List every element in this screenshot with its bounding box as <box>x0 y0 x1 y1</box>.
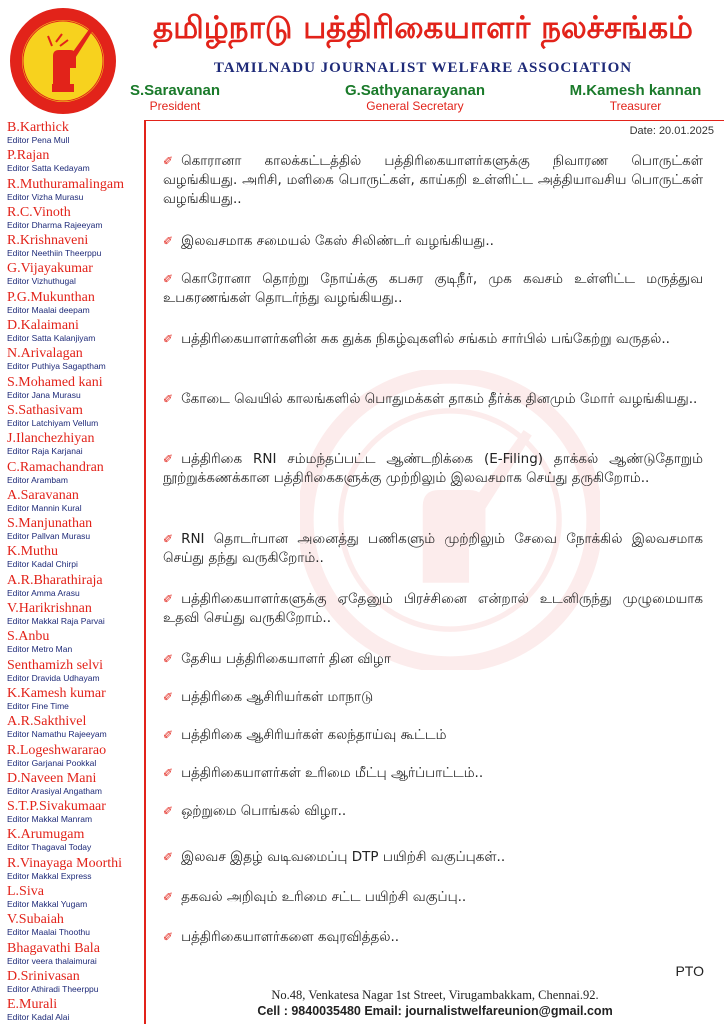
member-name: D.Naveen Mani <box>7 770 97 786</box>
member-entry <box>7 290 144 318</box>
activity-text: தகவல் அறிவும் உரிமை சட்ட பயிற்சி வகுப்பு.. <box>181 889 467 905</box>
pen-nib-icon: ✐ <box>163 652 174 666</box>
activity-text: கொரோனா தொற்று நோய்க்கு கபசுர குடிநீர், முக கவசம் உள்ளிட்ட மருத்துவ உபகரணங்கள் தொடர்ந்து வழங்கியது.. <box>163 271 703 306</box>
member-name: R.Krishnaveni <box>7 233 89 249</box>
pen-nib-icon: ✐ <box>163 154 174 168</box>
officer-general-secretary <box>335 82 495 113</box>
member-name: P.G.Mukunthan <box>7 289 95 305</box>
pen-nib-icon: ✐ <box>163 804 174 818</box>
member-publication: Editor Thagaval Today <box>7 842 92 853</box>
member-entry <box>7 601 144 629</box>
pen-nib-icon: ✐ <box>163 850 174 864</box>
member-name: N.Arivalagan <box>7 346 83 362</box>
member-name: G.Vijayakumar <box>7 261 93 277</box>
member-publication: Editor Amma Arasu <box>7 587 80 598</box>
pen-nib-icon: ✐ <box>163 592 174 606</box>
activity-text: கோடை வெயில் காலங்களில் பொதுமக்கள் தாகம் தீர்க்க தினமும் மோர் வழங்கியது.. <box>181 391 698 407</box>
activity-item <box>163 650 703 669</box>
activity-text: RNI தொடர்பான அனைத்து பணிகளும் முற்றிலும் சேவை நோக்கில் இலவசமாக செய்து தந்து வருகிறோம்.. <box>163 531 703 566</box>
officer-role: President <box>149 99 201 113</box>
member-name: V.Harikrishnan <box>7 601 92 617</box>
member-publication: Editor Kadal Alai <box>7 1012 70 1023</box>
member-publication: Editor Dravida Udhayam <box>7 672 100 683</box>
activity-text: இலவசமாக சமையல் கேஸ் சிலிண்டர் வழங்கியது.. <box>181 233 494 249</box>
pen-nib-icon: ✐ <box>163 452 174 466</box>
member-entry <box>7 460 144 488</box>
pen-nib-icon: ✐ <box>163 930 174 944</box>
member-name: A.Saravanan <box>7 487 79 503</box>
pen-nib-icon: ✐ <box>163 728 174 742</box>
member-entry <box>7 827 144 855</box>
member-name: A.R.Sakthivel <box>7 714 87 730</box>
member-name: S.Sathasivam <box>7 402 83 418</box>
member-publication: Editor Metro Man <box>7 644 73 655</box>
pen-nib-icon: ✐ <box>163 272 174 286</box>
member-name: K.Muthu <box>7 544 58 560</box>
member-publication: Editor Maalai Thoothu <box>7 927 91 938</box>
member-publication: Editor Makkal Manram <box>7 814 93 825</box>
member-publication: Editor Vizha Murasu <box>7 191 84 202</box>
member-entry <box>7 346 144 374</box>
association-logo <box>8 6 118 116</box>
member-name: Senthamizh selvi <box>7 657 104 673</box>
activity-item <box>163 688 703 707</box>
member-name: B.Karthick <box>7 120 69 135</box>
officer-name: M.Kamesh kannan <box>569 82 702 99</box>
header-divider <box>146 120 724 121</box>
member-publication: Editor Maalai deepam <box>7 304 90 315</box>
member-entry <box>7 686 144 714</box>
activity-text: பத்திரிகை RNI சம்மந்தப்பட்ட ஆண்டறிக்கை (E-Filing) தாக்கல் ஆண்டுதோறும் நூற்றுக்கணக்கான பத்திரிகைகளுக்கு முற்றிலும் இலவசமாக செய்து தருகிறோம்.. <box>163 451 703 486</box>
member-publication: Editor Jana Murasu <box>7 389 81 400</box>
member-publication: Editor Vizhuthugal <box>7 276 76 287</box>
member-name: S.Mohamed kani <box>7 374 103 390</box>
activity-text: பத்திரிகையாளர்களுக்கு ஏதேனும் பிரச்சினை என்றால் உடனிருந்து முழுமையாக உதவி செய்து வருகிறோம்.. <box>163 591 703 626</box>
member-publication: Editor Satta Kalanjiyam <box>7 333 96 344</box>
member-name: D.Srinivasan <box>7 968 80 984</box>
pen-nib-icon: ✐ <box>163 890 174 904</box>
member-publication: Editor Latchiyam Vellum <box>7 417 99 428</box>
member-entry <box>7 799 144 827</box>
member-entry <box>7 148 144 176</box>
member-publication: Editor Puthiya Sagaptham <box>7 361 106 372</box>
officer-role: Treasurer <box>609 99 662 113</box>
pen-nib-icon: ✐ <box>163 332 174 346</box>
officer-president <box>125 82 225 113</box>
activity-item <box>163 390 703 409</box>
activity-item <box>163 530 703 568</box>
footer-address: No.48, Venkatesa Nagar 1st Street, Virugambakkam, Chennai.92. <box>271 988 599 1002</box>
member-entry <box>7 120 144 148</box>
member-name: D.Kalaimani <box>7 318 79 334</box>
member-name: C.Ramachandran <box>7 459 104 475</box>
member-entry <box>7 997 144 1025</box>
member-entry <box>7 205 144 233</box>
activity-item <box>163 330 703 349</box>
activity-item <box>163 848 703 867</box>
officer-name: S.Saravanan <box>129 82 221 99</box>
member-entry <box>7 941 144 969</box>
member-publication: Editor Neethiin Theerppu <box>7 248 102 259</box>
member-entry <box>7 403 144 431</box>
page-turn-over: PTO <box>675 963 704 979</box>
sidebar-divider <box>144 120 146 1024</box>
officer-role: General Secretary <box>366 99 464 113</box>
member-publication: Editor Garjanai Pookkal <box>7 757 97 768</box>
activity-text: பத்திரிகையாளர்களை கவுரவித்தல்.. <box>181 929 400 945</box>
activity-item <box>163 888 703 907</box>
activity-text: பத்திரிகையாளர்களின் சுக துக்க நிகழ்வுகளில் சங்கம் சார்பில் பங்கேற்று வருதல்.. <box>181 331 670 347</box>
activity-item <box>163 450 703 488</box>
member-entry <box>7 318 144 346</box>
member-name: A.R.Bharathiraja <box>7 572 103 588</box>
member-entry <box>7 375 144 403</box>
member-publication: Editor Satta Kedayam <box>7 163 90 174</box>
member-publication: Editor Makkal Raja Parvai <box>7 616 105 627</box>
pen-nib-icon: ✐ <box>163 392 174 406</box>
pen-nib-icon: ✐ <box>163 766 174 780</box>
member-publication: Editor Raja Karjanai <box>7 446 83 457</box>
activity-item <box>163 270 703 308</box>
member-name: E.Murali <box>7 997 58 1013</box>
member-name: V.Subaiah <box>7 912 64 928</box>
member-publication: Editor Namathu Rajeeyam <box>7 729 107 740</box>
activity-item <box>163 590 703 628</box>
member-publication: Editor Pena Mull <box>7 135 70 145</box>
member-entry <box>7 714 144 742</box>
member-publication: Editor Fine Time <box>7 700 69 711</box>
pen-nib-icon: ✐ <box>163 690 174 704</box>
officer-treasurer <box>563 82 708 113</box>
member-name: R.Muthuramalingam <box>7 176 125 192</box>
activity-item <box>163 928 703 947</box>
member-entry <box>7 771 144 799</box>
member-name: R.Vinayaga Moorthi <box>7 855 123 871</box>
member-entry <box>7 516 144 544</box>
letter-date: Date: 20.01.2025 <box>629 125 714 137</box>
pen-nib-icon: ✐ <box>163 532 174 546</box>
activity-item <box>163 152 703 209</box>
member-entry <box>7 912 144 940</box>
activity-text: இலவச இதழ் வடிவமைப்பு DTP பயிற்சி வகுப்புகள்.. <box>181 849 506 865</box>
member-entry <box>7 431 144 459</box>
member-name: P.Rajan <box>7 148 50 164</box>
activity-item <box>163 802 703 821</box>
member-publication: Editor Arasiyal Angatham <box>7 785 102 796</box>
member-list <box>7 120 144 1026</box>
member-name: Bhagavathi Bala <box>7 940 100 956</box>
member-name: S.Manjunathan <box>7 516 93 532</box>
pen-nib-icon: ✐ <box>163 234 174 248</box>
member-name: S.T.P.Sivakumaar <box>7 799 106 815</box>
member-entry <box>7 177 144 205</box>
activity-text: பத்திரிகையாளர்கள் உரிமை மீட்பு ஆர்ப்பாட்டம்.. <box>181 765 484 781</box>
activity-item <box>163 726 703 745</box>
member-entry <box>7 884 144 912</box>
member-publication: Editor Makkal Express <box>7 870 92 881</box>
member-entry <box>7 743 144 771</box>
member-name: K.Arumugam <box>7 827 85 843</box>
member-publication: Editor veera thalaimurai <box>7 955 97 966</box>
member-publication: Editor Arambam <box>7 474 68 485</box>
member-name: R.Logeshwararao <box>7 742 107 758</box>
association-title-english: TAMILNADU JOURNALIST WELFARE ASSOCIATION <box>213 60 633 76</box>
member-entry <box>7 544 144 572</box>
activity-text: பத்திரிகை ஆசிரியர்கள் மாநாடு <box>181 689 374 705</box>
member-name: L.Siva <box>7 884 44 900</box>
member-entry <box>7 856 144 884</box>
member-entry <box>7 233 144 261</box>
member-name: K.Kamesh kumar <box>7 685 106 701</box>
member-entry <box>7 488 144 516</box>
member-name: S.Anbu <box>7 629 50 645</box>
activity-item <box>163 232 703 251</box>
member-entry <box>7 261 144 289</box>
footer-contact: Cell : 9840035480 Email: journalistwelfareunion@gmail.com <box>257 1004 613 1018</box>
member-publication: Editor Mannin Kural <box>7 502 82 513</box>
member-publication: Editor Pallvan Murasu <box>7 531 91 542</box>
member-publication: Editor Kadal Chirpi <box>7 559 78 570</box>
activity-text: ஒற்றுமை பொங்கல் விழா.. <box>181 803 347 819</box>
activity-item <box>163 764 703 783</box>
activity-text: பத்திரிகை ஆசிரியர்கள் கலந்தாய்வு கூட்டம் <box>181 727 447 743</box>
member-name: J.Ilanchezhiyan <box>7 431 95 447</box>
letterhead <box>0 0 724 118</box>
member-entry <box>7 658 144 686</box>
member-publication: Editor Athiradi Theerppu <box>7 983 99 994</box>
officer-name: G.Sathyanarayanan <box>344 82 486 99</box>
association-title-tamil: தமிழ்நாடு பத்திரிகையாளர் நலச்சங்கம் <box>153 10 693 46</box>
member-entry <box>7 969 144 997</box>
member-publication: Editor Makkal Yugam <box>7 899 88 910</box>
activity-text: தேசிய பத்திரிகையாளர் தின விழா <box>181 651 391 667</box>
member-entry <box>7 573 144 601</box>
member-name: R.C.Vinoth <box>7 204 71 220</box>
member-entry <box>7 629 144 657</box>
activity-text: கொரானா காலக்கட்டத்தில் பத்திரிகையாளர்களுக்கு நிவாரண பொருட்கள் வழங்கியது. அரிசி, மளிகை பொருட்கள், காய்கறி உள்ளிட்ட அத்தியாவசிய பொருட்கள் வழங்கியது.. <box>163 153 703 207</box>
member-publication: Editor Dharma Rajeeyam <box>7 219 103 230</box>
